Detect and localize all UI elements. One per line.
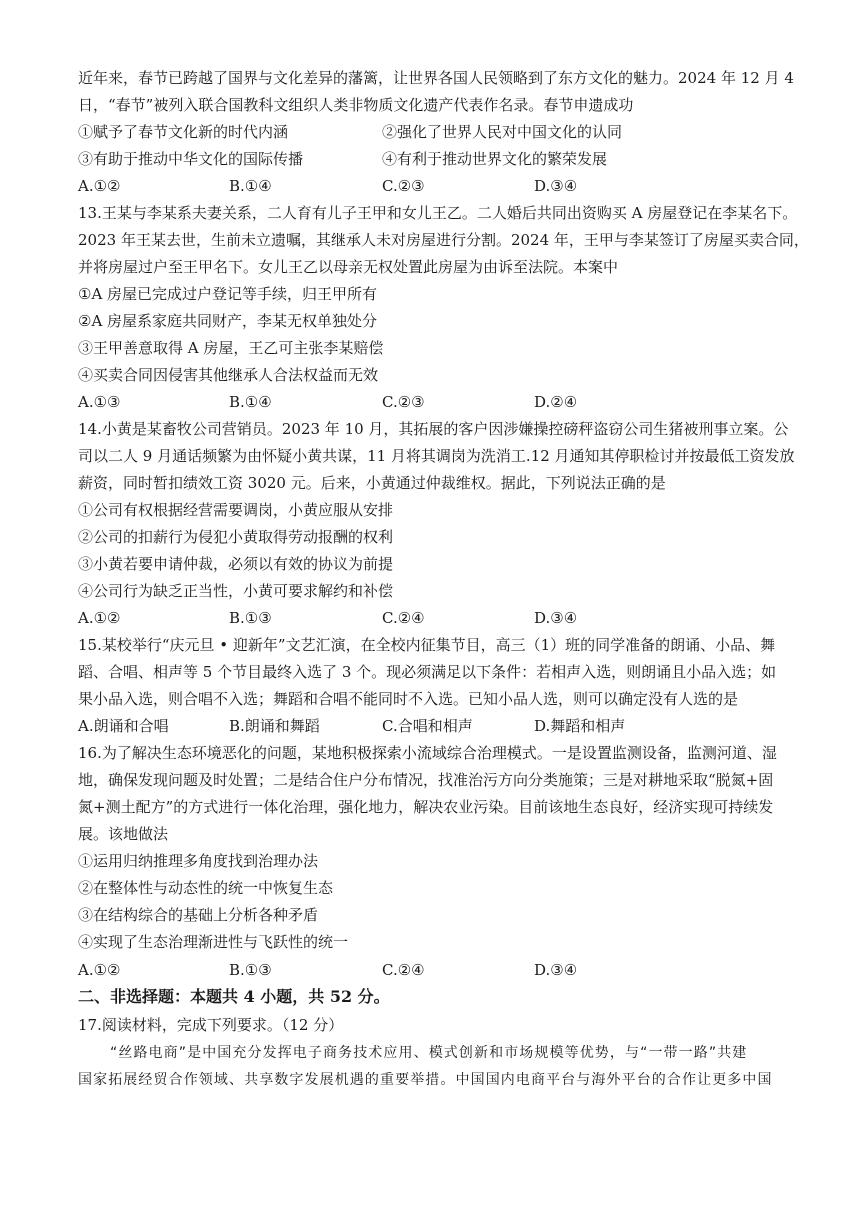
q12-option-d: D.③④ bbox=[534, 177, 578, 195]
q16-option-a: A.①② bbox=[78, 961, 121, 979]
q12-item-4: ④有利于推动世界文化的繁荣发展 bbox=[382, 150, 608, 168]
q15-stem-line-1: 15.某校举行“庆元旦 • 迎新年”文艺汇演，在全校内征集节目，高三（1）班的同学准备的朗诵、小品、舞 bbox=[78, 636, 776, 654]
q13-item-2: ②A 房屋系家庭共同财产，李某无权单独处分 bbox=[78, 312, 378, 330]
q17-material-line-2: 国家拓展经贸合作领域、共享数字发展机遇的重要举措。中国国内电商平台与海外平台的合作让更多中国 bbox=[78, 1072, 773, 1088]
q13-stem-line-1: 13.王某与李某系夫妻关系，二人育有儿子王甲和女儿王乙。二人婚后共同出资购买 A 房屋登记在李某名下。 bbox=[78, 204, 798, 222]
q14-item-3: ③小黄若要申请仲裁，必须以有效的协议为前提 bbox=[78, 555, 394, 573]
q16-stem-line-4: 展。该地做法 bbox=[78, 825, 169, 843]
q13-item-1: ①A 房屋已完成过户登记等手续，归王甲所有 bbox=[78, 285, 378, 303]
q12-item-3: ③有助于推动中华文化的国际传播 bbox=[78, 150, 304, 168]
q16-option-d: D.③④ bbox=[534, 961, 578, 979]
q15-option-a: A.朗诵和合唱 bbox=[78, 717, 169, 735]
q16-item-1: ①运用归纳推理多角度找到治理办法 bbox=[78, 852, 319, 870]
q14-stem-line-2: 司以二人 9 月通话频繁为由怀疑小黄共谋，11 月将其调岗为洗消工.12 月通知其停职检讨并按最低工资发放 bbox=[78, 447, 795, 465]
q16-stem-line-1: 16.为了解决生态环境恶化的问题，某地积极探索小流域综合治理模式。一是设置监测设备，监测河道、湿 bbox=[78, 744, 777, 762]
q14-item-1: ①公司有权根据经营需要调岗，小黄应服从安排 bbox=[78, 501, 394, 519]
q13-option-d: D.②④ bbox=[534, 393, 578, 411]
q13-item-4: ④买卖合同因侵害其他继承人合法权益而无效 bbox=[78, 366, 379, 384]
q14-option-c: C.②④ bbox=[382, 609, 425, 627]
q17-material-line-1: “丝路电商”是中国充分发挥电子商务技术应用、模式创新和市场规模等优势，与“一带一路”共建 bbox=[110, 1045, 748, 1061]
q14-item-2: ②公司的扣薪行为侵犯小黄取得劳动报酬的权利 bbox=[78, 528, 394, 546]
q13-option-b: B.①④ bbox=[229, 393, 272, 411]
q16-stem-line-2: 地，确保发现问题及时处置；二是结合住户分布情况，找准治污方向分类施策；三是对耕地采取“脱氮+固 bbox=[78, 771, 774, 789]
q14-option-b: B.①③ bbox=[229, 609, 272, 627]
q12-option-b: B.①④ bbox=[229, 177, 272, 195]
q16-item-3: ③在结构综合的基础上分析各种矛盾 bbox=[78, 906, 319, 924]
q13-stem-line-2: 2023 年王某去世，生前未立遗嘱，其继承人未对房屋进行分割。2024 年，王甲与李某签订了房屋买卖合同， bbox=[78, 231, 809, 249]
q12-option-a: A.①② bbox=[78, 177, 121, 195]
q12-item-1: ①赋予了春节文化新的时代内涵 bbox=[78, 123, 289, 141]
q15-option-d: D.舞蹈和相声 bbox=[534, 717, 626, 735]
q17-stem: 17.阅读材料，完成下列要求。（12 分） bbox=[78, 1016, 344, 1034]
q15-stem-line-3: 果小品入选，则合唱不入选；舞蹈和合唱不能同时不入选。已知小品人选，则可以确定没有人选的是 bbox=[78, 690, 739, 708]
q13-option-c: C.②③ bbox=[382, 393, 425, 411]
q16-stem-line-3: 氮+测土配方”的方式进行一体化治理，强化地力，解决农业污染。目前该地生态良好，经济实现可持续发 bbox=[78, 798, 774, 816]
q16-option-c: C.②④ bbox=[382, 961, 425, 979]
q12-stem-line-1: 近年来，春节已跨越了国界与文化差异的藩篱，让世界各国人民领略到了东方文化的魅力。2024 年 12 月 4 bbox=[78, 69, 794, 87]
q15-option-b: B.朗诵和舞蹈 bbox=[229, 717, 320, 735]
q16-option-b: B.①③ bbox=[229, 961, 272, 979]
q13-option-a: A.①③ bbox=[78, 393, 121, 411]
q14-option-d: D.③④ bbox=[534, 609, 578, 627]
q16-item-2: ②在整体性与动态性的统一中恢复生态 bbox=[78, 879, 334, 897]
q12-option-c: C.②③ bbox=[382, 177, 425, 195]
q12-item-2: ②强化了世界人民对中国文化的认同 bbox=[382, 123, 623, 141]
q14-item-4: ④公司行为缺乏正当性，小黄可要求解约和补偿 bbox=[78, 582, 394, 600]
q14-option-a: A.①② bbox=[78, 609, 121, 627]
q13-stem-line-3: 并将房屋过户至王甲名下。女儿王乙以母亲无权处置此房屋为由诉至法院。本案中 bbox=[78, 258, 619, 276]
q15-option-c: C.合唱和相声 bbox=[382, 717, 473, 735]
q16-item-4: ④实现了生态治理渐进性与飞跃性的统一 bbox=[78, 933, 349, 951]
q12-stem-line-2: 日，“春节”被列入联合国教科文组织人类非物质文化遗产代表作名录。春节申遗成功 bbox=[78, 96, 634, 114]
section-2-heading: 二、非选择题：本题共 4 小题，共 52 分。 bbox=[78, 987, 390, 1006]
q13-item-3: ③王甲善意取得 A 房屋，王乙可主张李某赔偿 bbox=[78, 339, 384, 357]
q14-stem-line-3: 薪资，同时暂扣绩效工资 3020 元。后来，小黄通过仲裁维权。据此，下列说法正确的是 bbox=[78, 474, 666, 492]
q15-stem-line-2: 蹈、合唱、相声等 5 个节目最终入选了 3 个。现必须满足以下条件：若相声入选，则朗诵且小品入选；如 bbox=[78, 663, 777, 681]
q14-stem-line-1: 14.小黄是某畜牧公司营销员。2023 年 10 月，其拓展的客户因涉嫌操控磅秤盗窃公司生猪被刑事立案。公 bbox=[78, 420, 789, 438]
